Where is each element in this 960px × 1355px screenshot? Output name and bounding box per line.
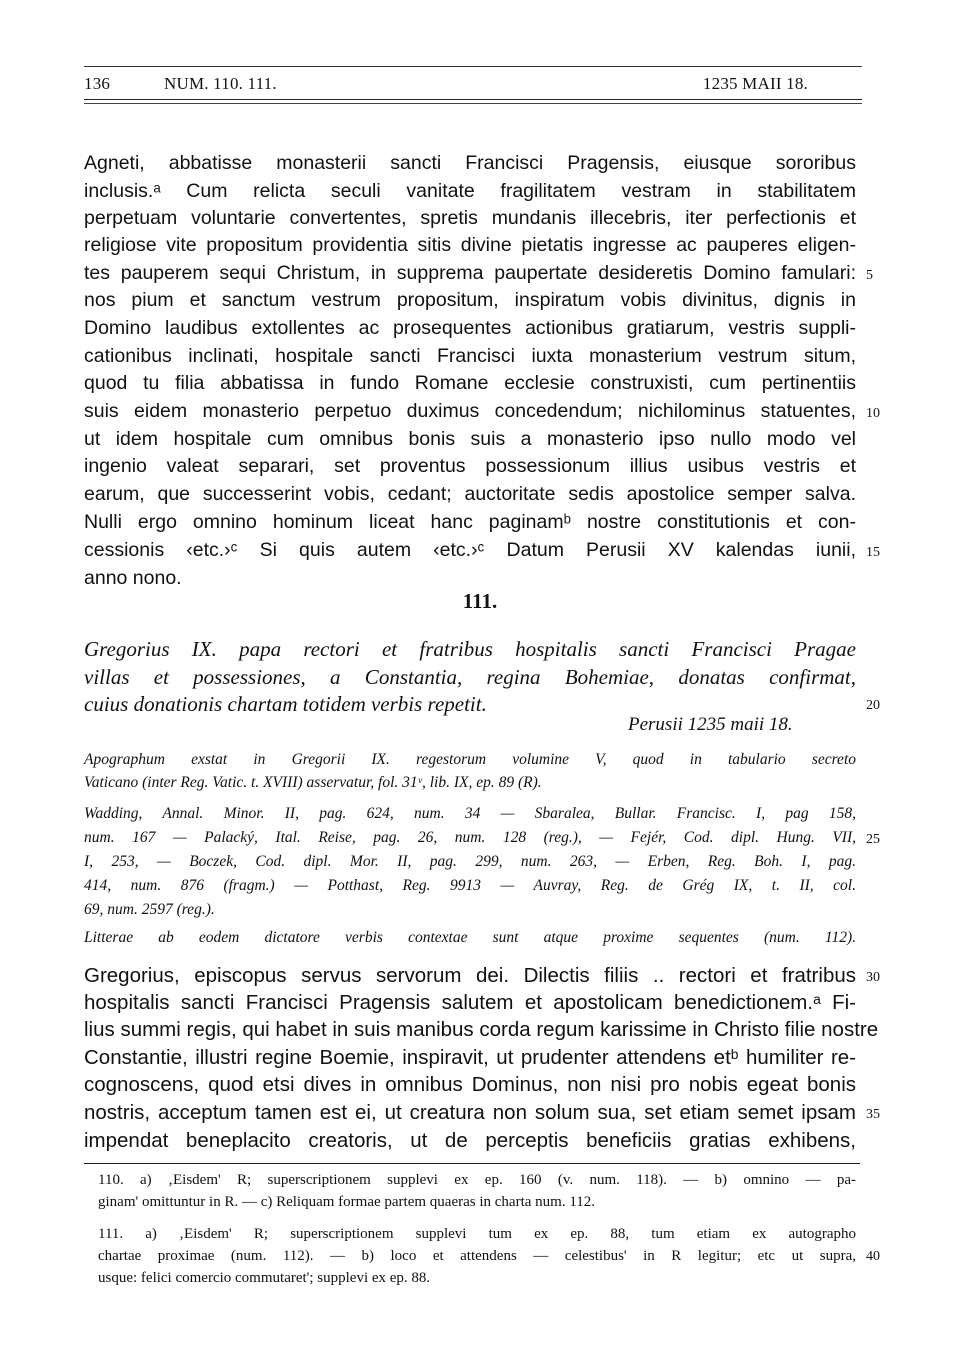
regest-line: villas et possessiones, a Constantia, regina Bohemiae, donatas confirmat, xyxy=(84,665,856,689)
header-rule-double xyxy=(84,103,862,104)
source-line: Apographum exstat in Gregorii IX. regestorum volumine V, quod in tabulario secreto xyxy=(84,751,856,768)
text-line: Domino laudibus extollentes ac prosequentes actionibus gratiarum, vestris suppli- xyxy=(84,317,856,339)
line-number: 30 xyxy=(866,970,880,985)
footnote-line: chartae proximae (num. 112). — b) loco et attendens — celestibus' in R legitur; etc ut supra, xyxy=(98,1248,856,1264)
line-number: 15 xyxy=(866,545,880,560)
text-line: earum, que successerint vobis, cedant; auctoritate sedis apostolice semper salva. xyxy=(84,483,856,505)
header-rule xyxy=(84,99,862,100)
text-line: Constantie, illustri regine Boemie, inspiravit, ut prudenter attendens etᵇ humiliter re- xyxy=(84,1046,856,1069)
source-line: Vaticano (inter Reg. Vatic. t. XVIII) asservatur, fol. 31ᵛ, lib. IX, ep. 89 (R). xyxy=(84,774,542,791)
source-line: I, 253, — Boczek, Cod. dipl. Mor. II, pag. 299, num. 263, — Erben, Reg. Boh. I, pag. xyxy=(84,853,856,870)
text-line: Gregorius, episcopus servus servorum dei. Dilectis filiis .. rectori et fratribus xyxy=(84,964,856,987)
text-line: ut idem hospitale cum omnibus bonis suis a monasterio ipso nullo modo vel xyxy=(84,428,856,450)
text-line: nos pium et sanctum vestrum propositum, inspiratum vobis divinitus, dignis in xyxy=(84,289,856,311)
footnote-line: usque: felici comercio commutaret'; supplevi ex ep. 88. xyxy=(98,1270,431,1286)
text-line: impendat beneplacito creatoris, ut de perceptis beneficiis gratias exhibens, xyxy=(84,1129,856,1152)
header-top-rule xyxy=(84,66,862,67)
running-header xyxy=(84,70,860,94)
footnote-line: 111. a) ‚Eisdem' R; superscriptionem supplevi tum ex ep. 88, tum etiam ex autographo xyxy=(98,1226,856,1242)
text-line: religiose vite propositum providentia sitis divine pietatis ingresse ac pauperes eligen- xyxy=(84,234,856,256)
source-line: num. 167 — Palacký, Ital. Reise, pag. 26, num. 128 (reg.), — Fejér, Cod. dipl. Hung. VII, xyxy=(84,829,856,846)
line-number: 20 xyxy=(866,698,880,713)
text-line: perpetuam voluntarie convertentes, spretis mundanis illecebris, iter perfectionis et xyxy=(84,207,856,229)
text-line: anno nono. xyxy=(84,567,182,589)
text-line: lius summi regis, qui habet in suis manibus corda regum karissime in Christo filie nostre xyxy=(84,1018,879,1041)
source-line: 69, num. 2597 (reg.). xyxy=(84,901,215,918)
regest-line: cuius donationis chartam totidem verbis repetit. xyxy=(84,692,487,716)
text-line: tes pauperem sequi Christum, in supprema paupertate desideretis Domino famulari: xyxy=(84,262,856,284)
text-line: Nulli ergo omnino hominum liceat hanc paginamᵇ nostre constitutionis et con- xyxy=(84,511,856,533)
dateline: Perusii 1235 maii 18. xyxy=(628,714,793,735)
regest-line: Gregorius IX. papa rectori et fratribus hospitalis sancti Francisci Pragae xyxy=(84,637,856,661)
text-line: quod tu filia abbatissa in fundo Romane ecclesie construxisti, cum pertinentiis xyxy=(84,372,856,394)
page-number: 136 xyxy=(84,74,111,93)
footnote-line: 110. a) ‚Eisdem' R; superscriptionem supplevi ex ep. 160 (v. num. 118). — b) omnino — pa- xyxy=(98,1172,856,1188)
line-number: 40 xyxy=(866,1249,880,1264)
text-line: suis eidem monasterio perpetuo duximus concedendum; nichilominus statuentes, xyxy=(84,400,856,422)
source-line: Wadding, Annal. Minor. II, pag. 624, num. 34 — Sbaralea, Bullar. Francisc. I, pag 158, xyxy=(84,805,856,822)
text-line: Agneti, abbatisse monasterii sancti Francisci Pragensis, eiusque sororibus xyxy=(84,152,856,174)
text-line: nostris, acceptum tamen est ei, ut creatura non solum sua, set etiam semet ipsam xyxy=(84,1101,856,1124)
footnote-rule xyxy=(84,1163,860,1164)
line-number: 5 xyxy=(866,268,873,283)
text-line: inclusis.ᵃ Cum relicta seculi vanitate fragilitatem vestram in stabilitatem xyxy=(84,180,856,202)
source-line: 414, num. 876 (fragm.) — Potthast, Reg. 9913 — Auvray, Reg. de Grég IX, t. II, col. xyxy=(84,877,856,894)
document-number-111: 111. xyxy=(462,589,498,613)
line-number: 25 xyxy=(866,832,880,847)
source-line: Litterae ab eodem dictatore verbis contextae sunt atque proxime sequentes (num. 112). xyxy=(84,929,856,946)
line-number: 35 xyxy=(866,1107,880,1122)
text-line: cationibus inclinati, hospitale sancti Francisci iuxta monasterium vestrum situm, xyxy=(84,345,856,367)
footnote-line: ginam' omittuntur in R. — c) Reliquam formae partem quaeras in charta num. 112. xyxy=(98,1194,596,1210)
text-line: ingenio valeat separari, set proventus possessionum illius usibus vestris et xyxy=(84,455,856,477)
header-date: 1235 MAII 18. xyxy=(702,74,808,93)
text-line: cessionis ‹etc.›ᶜ Si quis autem ‹etc.›ᶜ Datum Perusii XV kalendas iunii, xyxy=(84,539,856,561)
document-numbers: NUM. 110. 111. xyxy=(164,74,277,93)
line-number: 10 xyxy=(866,406,880,421)
text-line: cognoscens, quod etsi dives in omnibus Dominus, non nisi pro nobis egeat bonis xyxy=(84,1073,856,1096)
text-line: hospitalis sancti Francisci Pragensis salutem et apostolicam benedictionem.ᵃ Fi- xyxy=(84,991,856,1014)
